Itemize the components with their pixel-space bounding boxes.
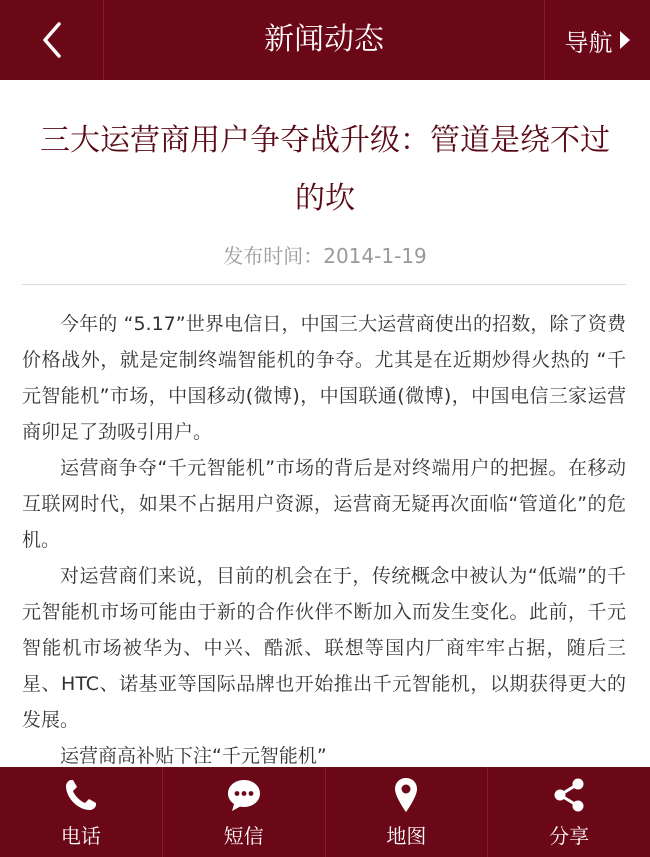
bottom-tab-bar — [0, 767, 650, 857]
tab-share[interactable] — [488, 767, 650, 857]
nav-button[interactable] — [544, 0, 650, 80]
article-title: 三大运营商用户争夺战升级：管道是绕不过的坎 — [40, 123, 610, 216]
tab-label: 分享 — [549, 823, 590, 848]
back-button[interactable] — [0, 0, 104, 80]
chevron-left-icon — [39, 20, 65, 60]
tab-phone[interactable] — [0, 767, 163, 857]
tab-map[interactable] — [326, 767, 489, 857]
chat-bubble-icon — [225, 776, 263, 814]
article-paragraph: 今年的 “5.17”世界电信日，中国三大运营商使出的招数，除了资费价格战外，就是定制终端智能机的争夺。尤其是在近期炒得火热的 “千元智能机”市场，中国移动(微博)，中国联通(微博)，中国电信三家运营商卯足了劲吸引用户。 — [22, 313, 626, 443]
article-body — [22, 306, 626, 774]
caret-right-icon — [619, 30, 631, 50]
tab-sms[interactable] — [163, 767, 326, 857]
phone-icon — [62, 776, 100, 814]
article-paragraph: 运营商争夺“千元智能机”市场的背后是对终端用户的把握。在移动互联网时代，如果不占据用户资源，运营商无疑再次面临“管道化”的危机。 — [22, 457, 626, 551]
tab-label: 地图 — [386, 823, 427, 848]
top-bar — [0, 0, 650, 80]
article-paragraph: 运营商高补贴下注“千元智能机” — [60, 745, 327, 767]
divider — [22, 284, 626, 285]
page-title: 新闻动态 — [264, 22, 384, 57]
article-date: 发布时间：2014-1-19 — [223, 244, 427, 268]
tab-label: 电话 — [60, 823, 101, 848]
article-paragraph: 对运营商们来说，目前的机会在于，传统概念中被认为“低端”的千元智能机市场可能由于新的合作伙伴不断加入而发生变化。此前，千元智能机市场被华为、中兴、酷派、联想等国内厂商牢牢占据，随后三星、HTC、诺基亚等国际品牌也开始推出千元智能机，以期获得更大的发展。 — [22, 565, 626, 731]
map-pin-icon — [387, 776, 425, 814]
tab-label: 短信 — [223, 823, 264, 848]
share-icon — [550, 776, 588, 814]
nav-label: 导航 — [564, 28, 613, 57]
